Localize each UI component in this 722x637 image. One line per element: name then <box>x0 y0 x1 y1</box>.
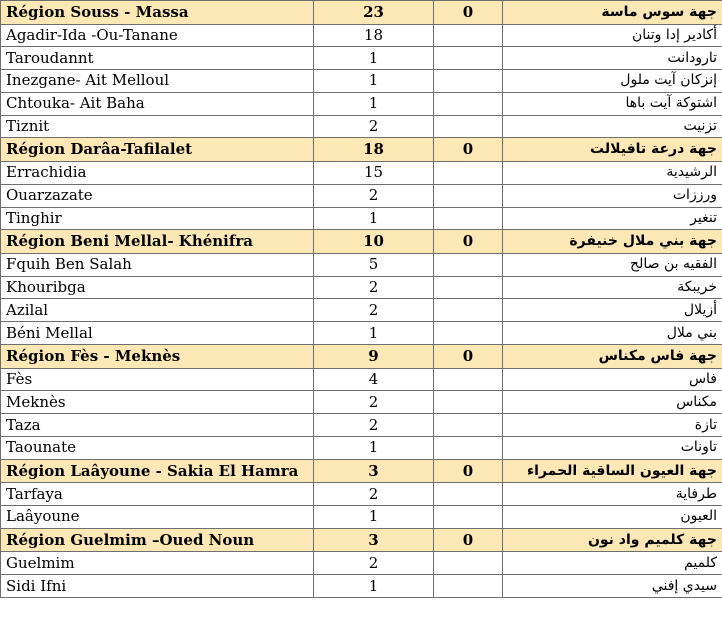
province-count: 2 <box>314 115 434 138</box>
regions-table-body <box>1 1 722 598</box>
province-row <box>1 24 722 47</box>
province-empty <box>434 253 503 276</box>
province-name-ar: تازة <box>503 414 722 437</box>
province-count: 2 <box>314 483 434 506</box>
province-empty <box>434 92 503 115</box>
province-empty <box>434 70 503 93</box>
province-row <box>1 506 722 529</box>
region-name-fr: Région Fès - Meknès <box>1 345 314 369</box>
region-row <box>1 1 722 25</box>
province-name-fr: Guelmim <box>1 552 314 575</box>
province-row <box>1 391 722 414</box>
province-name-fr: Taounate <box>1 436 314 459</box>
province-name-ar: مكناس <box>503 391 722 414</box>
province-row <box>1 253 722 276</box>
region-row <box>1 528 722 552</box>
region-name-ar: جهة سوس ماسة <box>503 1 722 25</box>
region-name-ar: جهة العيون الساقية الحمراء <box>503 459 722 483</box>
province-row <box>1 184 722 207</box>
province-name-ar: ورززات <box>503 184 722 207</box>
province-name-ar: طرفاية <box>503 483 722 506</box>
province-count: 2 <box>314 276 434 299</box>
province-name-fr: Meknès <box>1 391 314 414</box>
province-name-ar: الفقيه بن صالح <box>503 253 722 276</box>
province-name-fr: Chtouka- Ait Baha <box>1 92 314 115</box>
province-count: 2 <box>314 552 434 575</box>
province-name-ar: تنغير <box>503 207 722 230</box>
province-count: 18 <box>314 24 434 47</box>
province-empty <box>434 207 503 230</box>
province-row <box>1 47 722 70</box>
province-count: 4 <box>314 368 434 391</box>
province-row <box>1 92 722 115</box>
region-zero: 0 <box>434 1 503 25</box>
province-name-ar: تزنيت <box>503 115 722 138</box>
province-count: 1 <box>314 207 434 230</box>
province-empty <box>434 575 503 598</box>
province-empty <box>434 184 503 207</box>
province-count: 1 <box>314 92 434 115</box>
province-count: 1 <box>314 506 434 529</box>
region-count: 10 <box>314 230 434 254</box>
province-empty <box>434 299 503 322</box>
province-count: 15 <box>314 161 434 184</box>
region-name-fr: Région Souss - Massa <box>1 1 314 25</box>
region-name-fr: Région Guelmim –Oued Noun <box>1 528 314 552</box>
province-row <box>1 414 722 437</box>
province-empty <box>434 322 503 345</box>
province-name-ar: أزيلال <box>503 299 722 322</box>
region-count: 3 <box>314 459 434 483</box>
province-count: 1 <box>314 436 434 459</box>
province-empty <box>434 436 503 459</box>
province-name-fr: Ouarzazate <box>1 184 314 207</box>
province-row <box>1 368 722 391</box>
province-name-fr: Khouribga <box>1 276 314 299</box>
province-name-fr: Béni Mellal <box>1 322 314 345</box>
region-row <box>1 345 722 369</box>
province-count: 2 <box>314 414 434 437</box>
province-name-ar: خريبكة <box>503 276 722 299</box>
region-count: 18 <box>314 138 434 162</box>
province-name-fr: Fès <box>1 368 314 391</box>
province-count: 2 <box>314 391 434 414</box>
province-name-fr: Laâyoune <box>1 506 314 529</box>
province-count: 2 <box>314 299 434 322</box>
province-name-ar: سيدي إفني <box>503 575 722 598</box>
province-empty <box>434 483 503 506</box>
region-name-ar: جهة كلميم واد نون <box>503 528 722 552</box>
region-row <box>1 459 722 483</box>
province-name-ar: تاونات <box>503 436 722 459</box>
province-name-ar: كلميم <box>503 552 722 575</box>
province-row <box>1 575 722 598</box>
province-name-fr: Tinghir <box>1 207 314 230</box>
province-name-ar: أكادير إدا وتنان <box>503 24 722 47</box>
province-row <box>1 483 722 506</box>
province-count: 5 <box>314 253 434 276</box>
region-count: 9 <box>314 345 434 369</box>
province-name-ar: العيون <box>503 506 722 529</box>
province-row <box>1 552 722 575</box>
region-name-fr: Région Laâyoune - Sakia El Hamra <box>1 459 314 483</box>
region-row <box>1 230 722 254</box>
province-count: 1 <box>314 47 434 70</box>
province-name-fr: Inezgane- Ait Melloul <box>1 70 314 93</box>
province-row <box>1 161 722 184</box>
province-empty <box>434 391 503 414</box>
province-row <box>1 276 722 299</box>
province-empty <box>434 506 503 529</box>
province-name-fr: Taroudannt <box>1 47 314 70</box>
province-empty <box>434 161 503 184</box>
province-row <box>1 322 722 345</box>
province-count: 1 <box>314 322 434 345</box>
province-name-ar: الرشيدية <box>503 161 722 184</box>
region-zero: 0 <box>434 230 503 254</box>
region-name-ar: جهة درعة تافيلالت <box>503 138 722 162</box>
province-empty <box>434 552 503 575</box>
region-name-fr: Région Darâa-Tafilalet <box>1 138 314 162</box>
province-empty <box>434 276 503 299</box>
province-name-fr: Errachidia <box>1 161 314 184</box>
province-name-ar: فاس <box>503 368 722 391</box>
region-count: 23 <box>314 1 434 25</box>
province-empty <box>434 24 503 47</box>
region-name-fr: Région Beni Mellal- Khénifra <box>1 230 314 254</box>
province-count: 1 <box>314 70 434 93</box>
province-name-fr: Tarfaya <box>1 483 314 506</box>
province-name-ar: إنزكان آيت ملول <box>503 70 722 93</box>
province-name-fr: Fquih Ben Salah <box>1 253 314 276</box>
region-zero: 0 <box>434 459 503 483</box>
province-row <box>1 115 722 138</box>
province-count: 1 <box>314 575 434 598</box>
province-name-fr: Azilal <box>1 299 314 322</box>
province-empty <box>434 414 503 437</box>
province-name-fr: Tiznit <box>1 115 314 138</box>
province-row <box>1 436 722 459</box>
province-row <box>1 70 722 93</box>
province-name-fr: Agadir-Ida -Ou-Tanane <box>1 24 314 47</box>
region-zero: 0 <box>434 528 503 552</box>
region-name-ar: جهة بني ملال خنيفرة <box>503 230 722 254</box>
province-count: 2 <box>314 184 434 207</box>
province-empty <box>434 368 503 391</box>
province-empty <box>434 47 503 70</box>
region-count: 3 <box>314 528 434 552</box>
province-name-ar: تارودانت <box>503 47 722 70</box>
region-row <box>1 138 722 162</box>
province-name-ar: بني ملال <box>503 322 722 345</box>
province-name-fr: Taza <box>1 414 314 437</box>
province-row <box>1 299 722 322</box>
region-name-ar: جهة فاس مكناس <box>503 345 722 369</box>
province-empty <box>434 115 503 138</box>
province-name-fr: Sidi Ifni <box>1 575 314 598</box>
province-row <box>1 207 722 230</box>
province-name-ar: اشتوكة آيت باها <box>503 92 722 115</box>
region-zero: 0 <box>434 138 503 162</box>
region-zero: 0 <box>434 345 503 369</box>
